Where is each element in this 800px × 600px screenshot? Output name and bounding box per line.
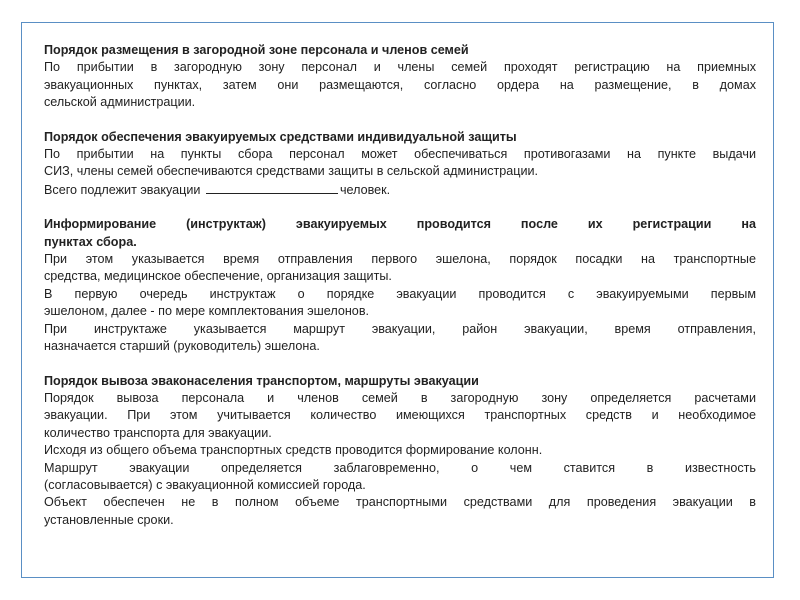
section-paragraph <box>44 286 756 321</box>
paragraph-line: При инструктаже указывается маршрут эвакуации, район эвакуации, время отправления, <box>44 321 756 336</box>
evacuation-total-unit: человек. <box>339 182 391 197</box>
paragraph-line: эвакуационных пунктах, затем они размещаются, согласно ордера на размещение, в домах <box>44 77 756 92</box>
paragraph-line: В первую очередь инструктаж о порядке эвакуации проводится с эвакуируемыми первым <box>44 286 756 301</box>
document-frame <box>21 22 774 578</box>
section-paragraph <box>44 390 756 442</box>
paragraph-line: При этом указывается время отправления первого эшелона, порядок посадки на транспортные <box>44 252 756 267</box>
paragraph-line: Маршрут эвакуации определяется заблаговременно, о чем ставится в известность <box>44 460 756 475</box>
section-paragraph <box>44 321 756 356</box>
paragraph-line: средства, медицинское обеспечение, организация защиты. <box>44 269 392 284</box>
evacuation-total-line <box>44 181 756 199</box>
section-heading <box>44 216 756 251</box>
paragraph-line: эвакуации. При этом учитывается количество имеющихся транспортных средств и необходимое <box>44 408 756 423</box>
paragraph-line: эшелоном, далее - по мере комплектования эшелонов. <box>44 304 370 319</box>
paragraph-line: назначается старший (руководитель) эшелона. <box>44 339 320 354</box>
section-heading: Порядок вывоза эваконаселения транспортом, маршруты эвакуации <box>44 373 479 388</box>
section-paragraph <box>44 146 756 181</box>
paragraph-line: Исходя из общего объема транспортных средств проводится формирование колонн. <box>44 443 543 458</box>
paragraph-line: установленные сроки. <box>44 512 174 527</box>
paragraph-line: сельской администрации. <box>44 95 196 110</box>
section-placement <box>44 42 756 112</box>
paragraph-line: количество транспорта для эвакуации. <box>44 425 272 440</box>
section-paragraph <box>44 442 756 459</box>
heading-line: Информирование (инструктаж) эвакуируемых проводится после их регистрации на <box>44 217 756 232</box>
document-content <box>44 42 756 546</box>
section-transport <box>44 373 756 530</box>
paragraph-line: Порядок вывоза персонала и членов семей в загородную зону определяется расчетами <box>44 390 756 405</box>
section-heading: Порядок обеспечения эвакуируемых средствами индивидуальной защиты <box>44 129 517 144</box>
section-paragraph <box>44 494 756 529</box>
section-paragraph <box>44 59 756 111</box>
section-briefing <box>44 216 756 355</box>
evacuation-total-blank <box>206 181 338 194</box>
section-paragraph <box>44 251 756 286</box>
heading-line: пунктах сбора. <box>44 234 137 249</box>
paragraph-line: Объект обеспечен не в полном объеме транспортными средствами для проведения эвакуации в <box>44 495 756 510</box>
paragraph-line: По прибытии на пункты сбора персонал может обеспечиваться противогазами на пункте выдачи <box>44 147 756 162</box>
paragraph-line: По прибытии в загородную зону персонал и члены семей проходят регистрацию на приемных <box>44 60 756 75</box>
paragraph-line: (согласовывается) с эвакуационной комиссией города. <box>44 477 366 492</box>
section-protection <box>44 129 756 200</box>
section-paragraph <box>44 460 756 495</box>
section-heading: Порядок размещения в загородной зоне персонала и членов семей <box>44 43 469 57</box>
evacuation-total-label: Всего подлежит эвакуации <box>44 182 201 197</box>
paragraph-line: СИЗ, члены семей обеспечиваются средствами защиты в сельской администрации. <box>44 164 539 179</box>
